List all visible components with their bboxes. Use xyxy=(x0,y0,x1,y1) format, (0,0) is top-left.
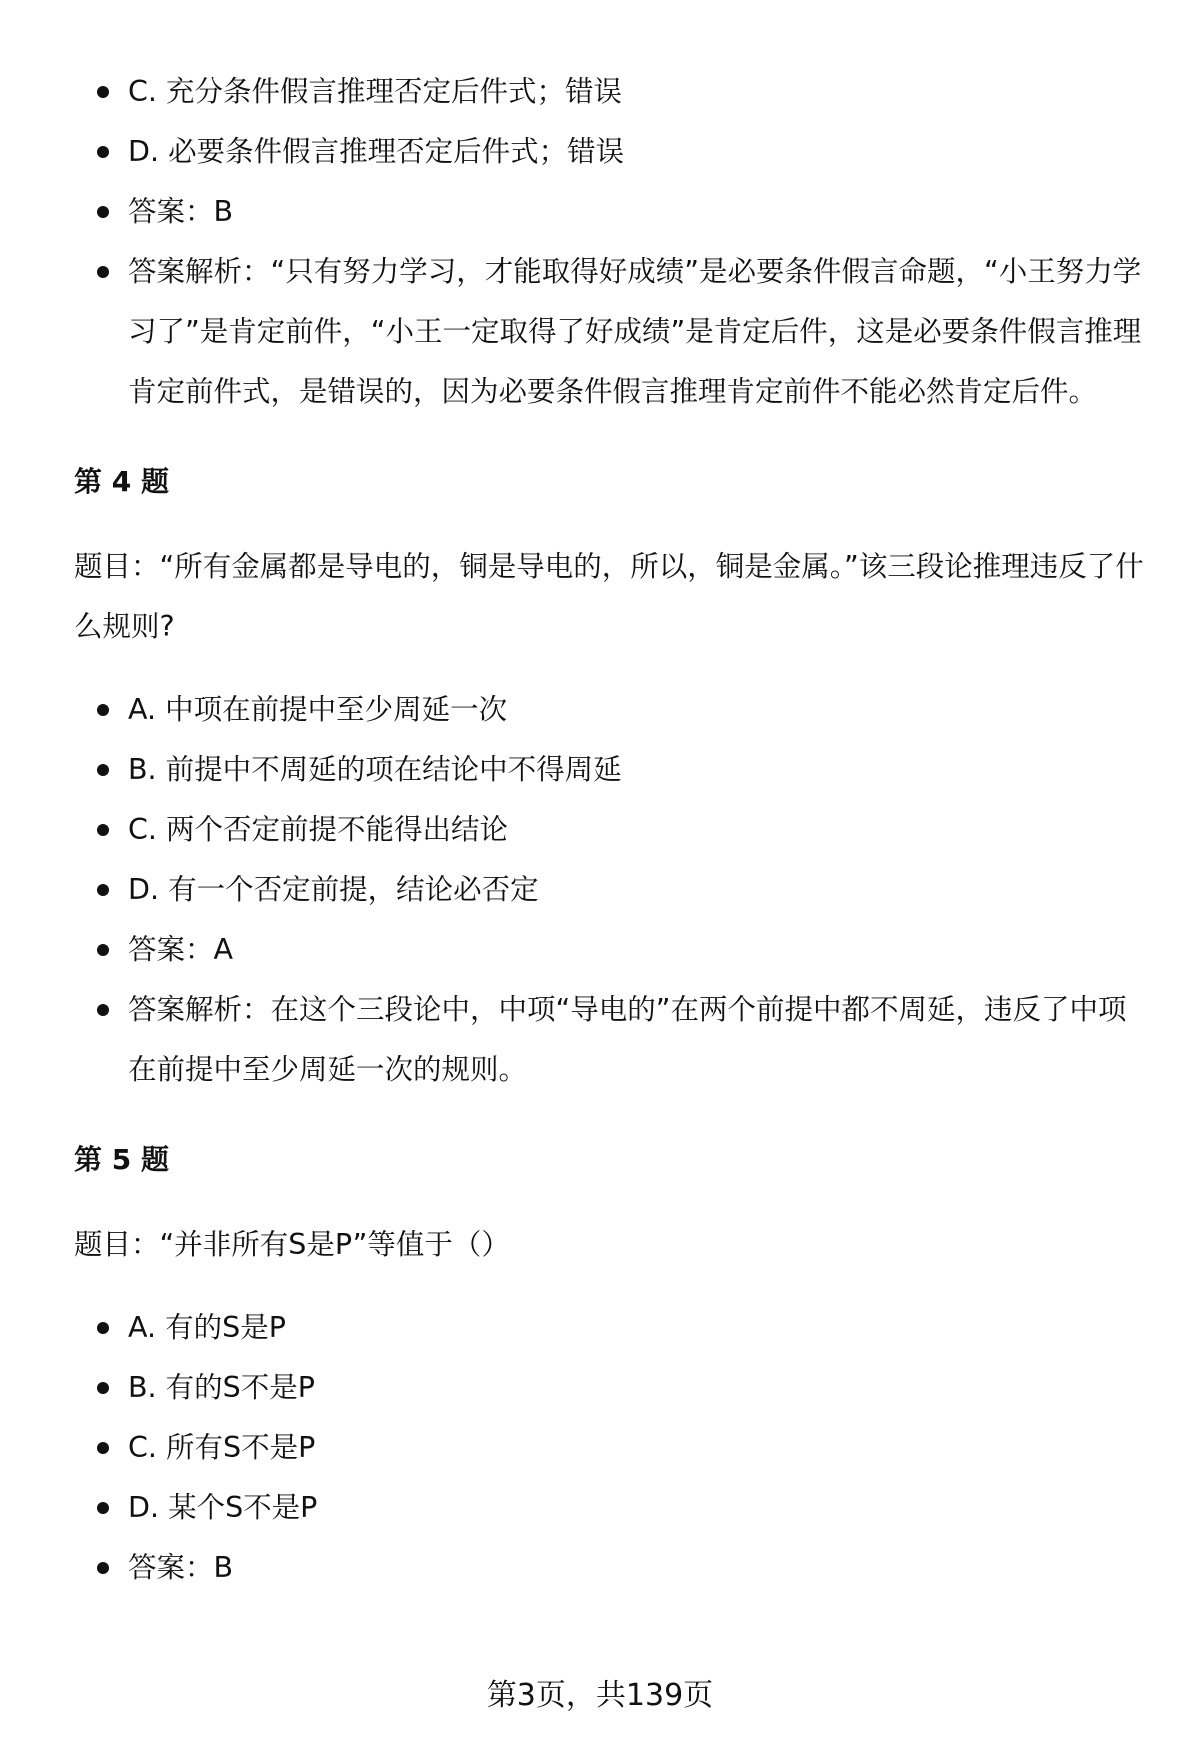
q5-option-a: A. 有的S是P xyxy=(74,1298,1150,1358)
document-page xyxy=(74,62,1150,1598)
q4-list xyxy=(74,680,1150,1100)
bullet-icon xyxy=(97,1322,109,1334)
q4-option-c: C. 两个否定前提不能得出结论 xyxy=(74,800,1150,860)
bullet-icon xyxy=(97,1382,109,1394)
bullet-icon xyxy=(97,824,109,836)
q4-heading: 第 4 题 xyxy=(74,465,169,498)
q4-option-d: D. 有一个否定前提，结论必否定 xyxy=(74,860,1150,920)
bullet-icon xyxy=(97,206,109,218)
q3-answer: 答案：B xyxy=(74,182,1150,242)
q4-question: 题目：“所有金属都是导电的，铜是导电的，所以，铜是金属。”该三段论推理违反了什么规则? xyxy=(74,550,1144,643)
q5-answer: 答案：B xyxy=(74,1538,1150,1598)
bullet-icon xyxy=(97,86,109,98)
q5-option-c: C. 所有S不是P xyxy=(74,1418,1150,1478)
bullet-icon xyxy=(97,1562,109,1574)
bullet-icon xyxy=(97,884,109,896)
q5-heading: 第 5 题 xyxy=(74,1143,169,1176)
q5-option-d: D. 某个S不是P xyxy=(74,1478,1150,1538)
bullet-icon xyxy=(97,1502,109,1514)
q4-explanation: 答案解析：在这个三段论中，中项“导电的”在两个前提中都不周延，违反了中项在前提中至少周延一次的规则。 xyxy=(74,980,1150,1100)
q3-explanation: 答案解析：“只有努力学习，才能取得好成绩”是必要条件假言命题，“小王努力学习了”是肯定前件，“小王一定取得了好成绩”是肯定后件，这是必要条件假言推理肯定前件式，是错误的，因为必要条件假言推理肯定前件不能必然肯定后件。 xyxy=(74,242,1150,422)
bullet-icon xyxy=(97,146,109,158)
q5-question: 题目：“并非所有S是P”等值于（） xyxy=(74,1228,510,1261)
q3-option-d: D. 必要条件假言推理否定后件式；错误 xyxy=(74,122,1150,182)
bullet-icon xyxy=(97,266,109,278)
q5-list xyxy=(74,1298,1150,1598)
page-footer: 第3页，共139页 xyxy=(486,1678,714,1713)
q5-option-b: B. 有的S不是P xyxy=(74,1358,1150,1418)
q3-option-c: C. 充分条件假言推理否定后件式；错误 xyxy=(74,62,1150,122)
bullet-icon xyxy=(97,1442,109,1454)
bullet-icon xyxy=(97,704,109,716)
bullet-icon xyxy=(97,944,109,956)
bullet-icon xyxy=(97,1004,109,1016)
q4-option-b: B. 前提中不周延的项在结论中不得周延 xyxy=(74,740,1150,800)
q3-list xyxy=(74,62,1150,422)
q4-answer: 答案：A xyxy=(74,920,1150,980)
q4-option-a: A. 中项在前提中至少周延一次 xyxy=(74,680,1150,740)
bullet-icon xyxy=(97,764,109,776)
